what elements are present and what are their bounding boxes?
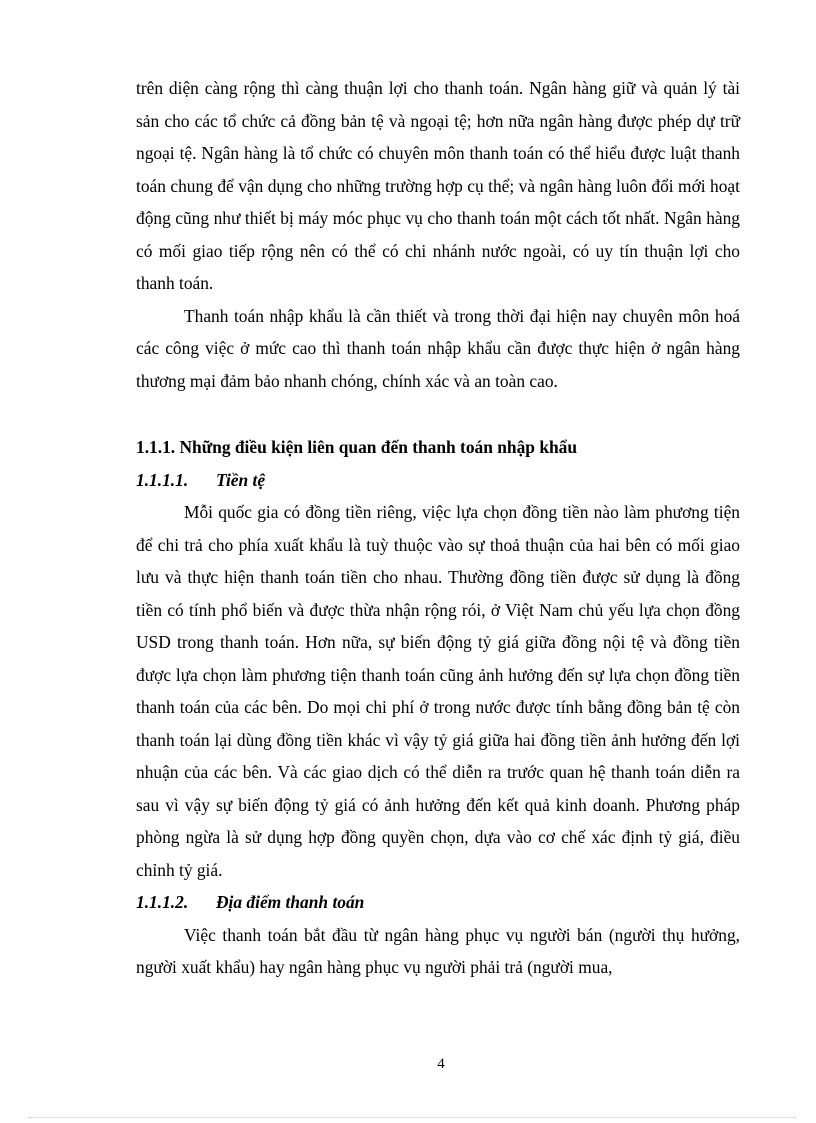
section-spacer xyxy=(136,397,740,431)
paragraph-bank-advantages: trên diện càng rộng thì càng thuận lợi cho thanh toán. Ngân hàng giữ và quản lý tài sản cho các tổ chức cả đồng bản tệ và ngoại tệ; hơn nữa ngân hàng được phép dự trữ ngoại tệ. Ngân hàng là tổ chức có chuyên môn thanh toán có thể hiểu được luật thanh toán chung để vận dụng cho những trường hợp cụ thể; và ngân hàng luôn đổi mới hoạt động cũng như thiết bị máy móc phục vụ cho thanh toán một cách tốt nhất. Ngân hàng có mối giao tiếp rộng nên có thể có chi nhánh nước ngoài, có uy tín thuận lợi cho thanh toán. xyxy=(136,78,740,293)
section-heading: 1.1.1. Những điều kiện liên quan đến thanh toán nhập khẩu xyxy=(136,437,578,457)
subsection-number: 1.1.1.1. xyxy=(136,469,189,490)
subsection-title: Địa điểm thanh toán xyxy=(216,892,365,912)
paragraph-payment-location: Việc thanh toán bắt đầu từ ngân hàng phục vụ người bán (người thụ hưởng, người xuất khẩu) hay ngân hàng phục vụ người phải trả (người mua, xyxy=(136,924,740,977)
subsection-heading-currency xyxy=(136,464,740,497)
subsection-number: 1.1.1.2. xyxy=(136,892,189,912)
page-bottom-divider xyxy=(28,1117,796,1118)
subsection-heading-location xyxy=(136,886,740,919)
subsection-title: Tiền tệ xyxy=(216,469,266,490)
page-number: 4 xyxy=(437,1056,445,1072)
page-content xyxy=(136,72,740,984)
paragraph-import-payment-necessity: Thanh toán nhập khẩu là cần thiết và trong thời đại hiện nay chuyên môn hoá các công việc ở mức cao thì thanh toán nhập khẩu cần được thực hiện ở ngân hàng thương mại đảm bảo nhanh chóng, chính xác và an toàn cao. xyxy=(136,305,740,391)
paragraph-currency: Mỗi quốc gia có đồng tiền riêng, việc lựa chọn đồng tiền nào làm phương tiện để chi trả cho phía xuất khẩu là tuỳ thuộc vào sự thoả thuận của hai bên có mối giao lưu và thực hiện thanh toán tiền cho nhau. Thường đồng tiền được sử dụng là đồng tiền có tính phổ biến và được thừa nhận rộng rói, ở Việt Nam chủ yếu lựa chọn đồng USD trong thanh toán. Hơn nữa, sự biến động tỷ giá giữa đồng nội tệ và đồng tiền được lựa chọn làm phương tiện thanh toán cũng ảnh hưởng đến sự lựa chọn đồng tiền thanh toán của các bên. Do mọi chi phí ở trong nước được tính bằng đồng bản tệ còn thanh toán lại dùng đồng tiền khác vì vậy tỷ giá giữa hai đồng tiền ảnh hưởng đến lợi nhuận của các bên. Và các giao dịch có thể diễn ra trước quan hệ thanh toán diễn ra sau vì vậy sự biến động tỷ giá có ảnh hưởng đến kết quả kinh doanh. Phương pháp phòng ngừa là sử dụng hợp đồng quyền chọn, dựa vào cơ chế xác định tỷ giá, điều chỉnh tỷ giá. xyxy=(136,502,740,880)
